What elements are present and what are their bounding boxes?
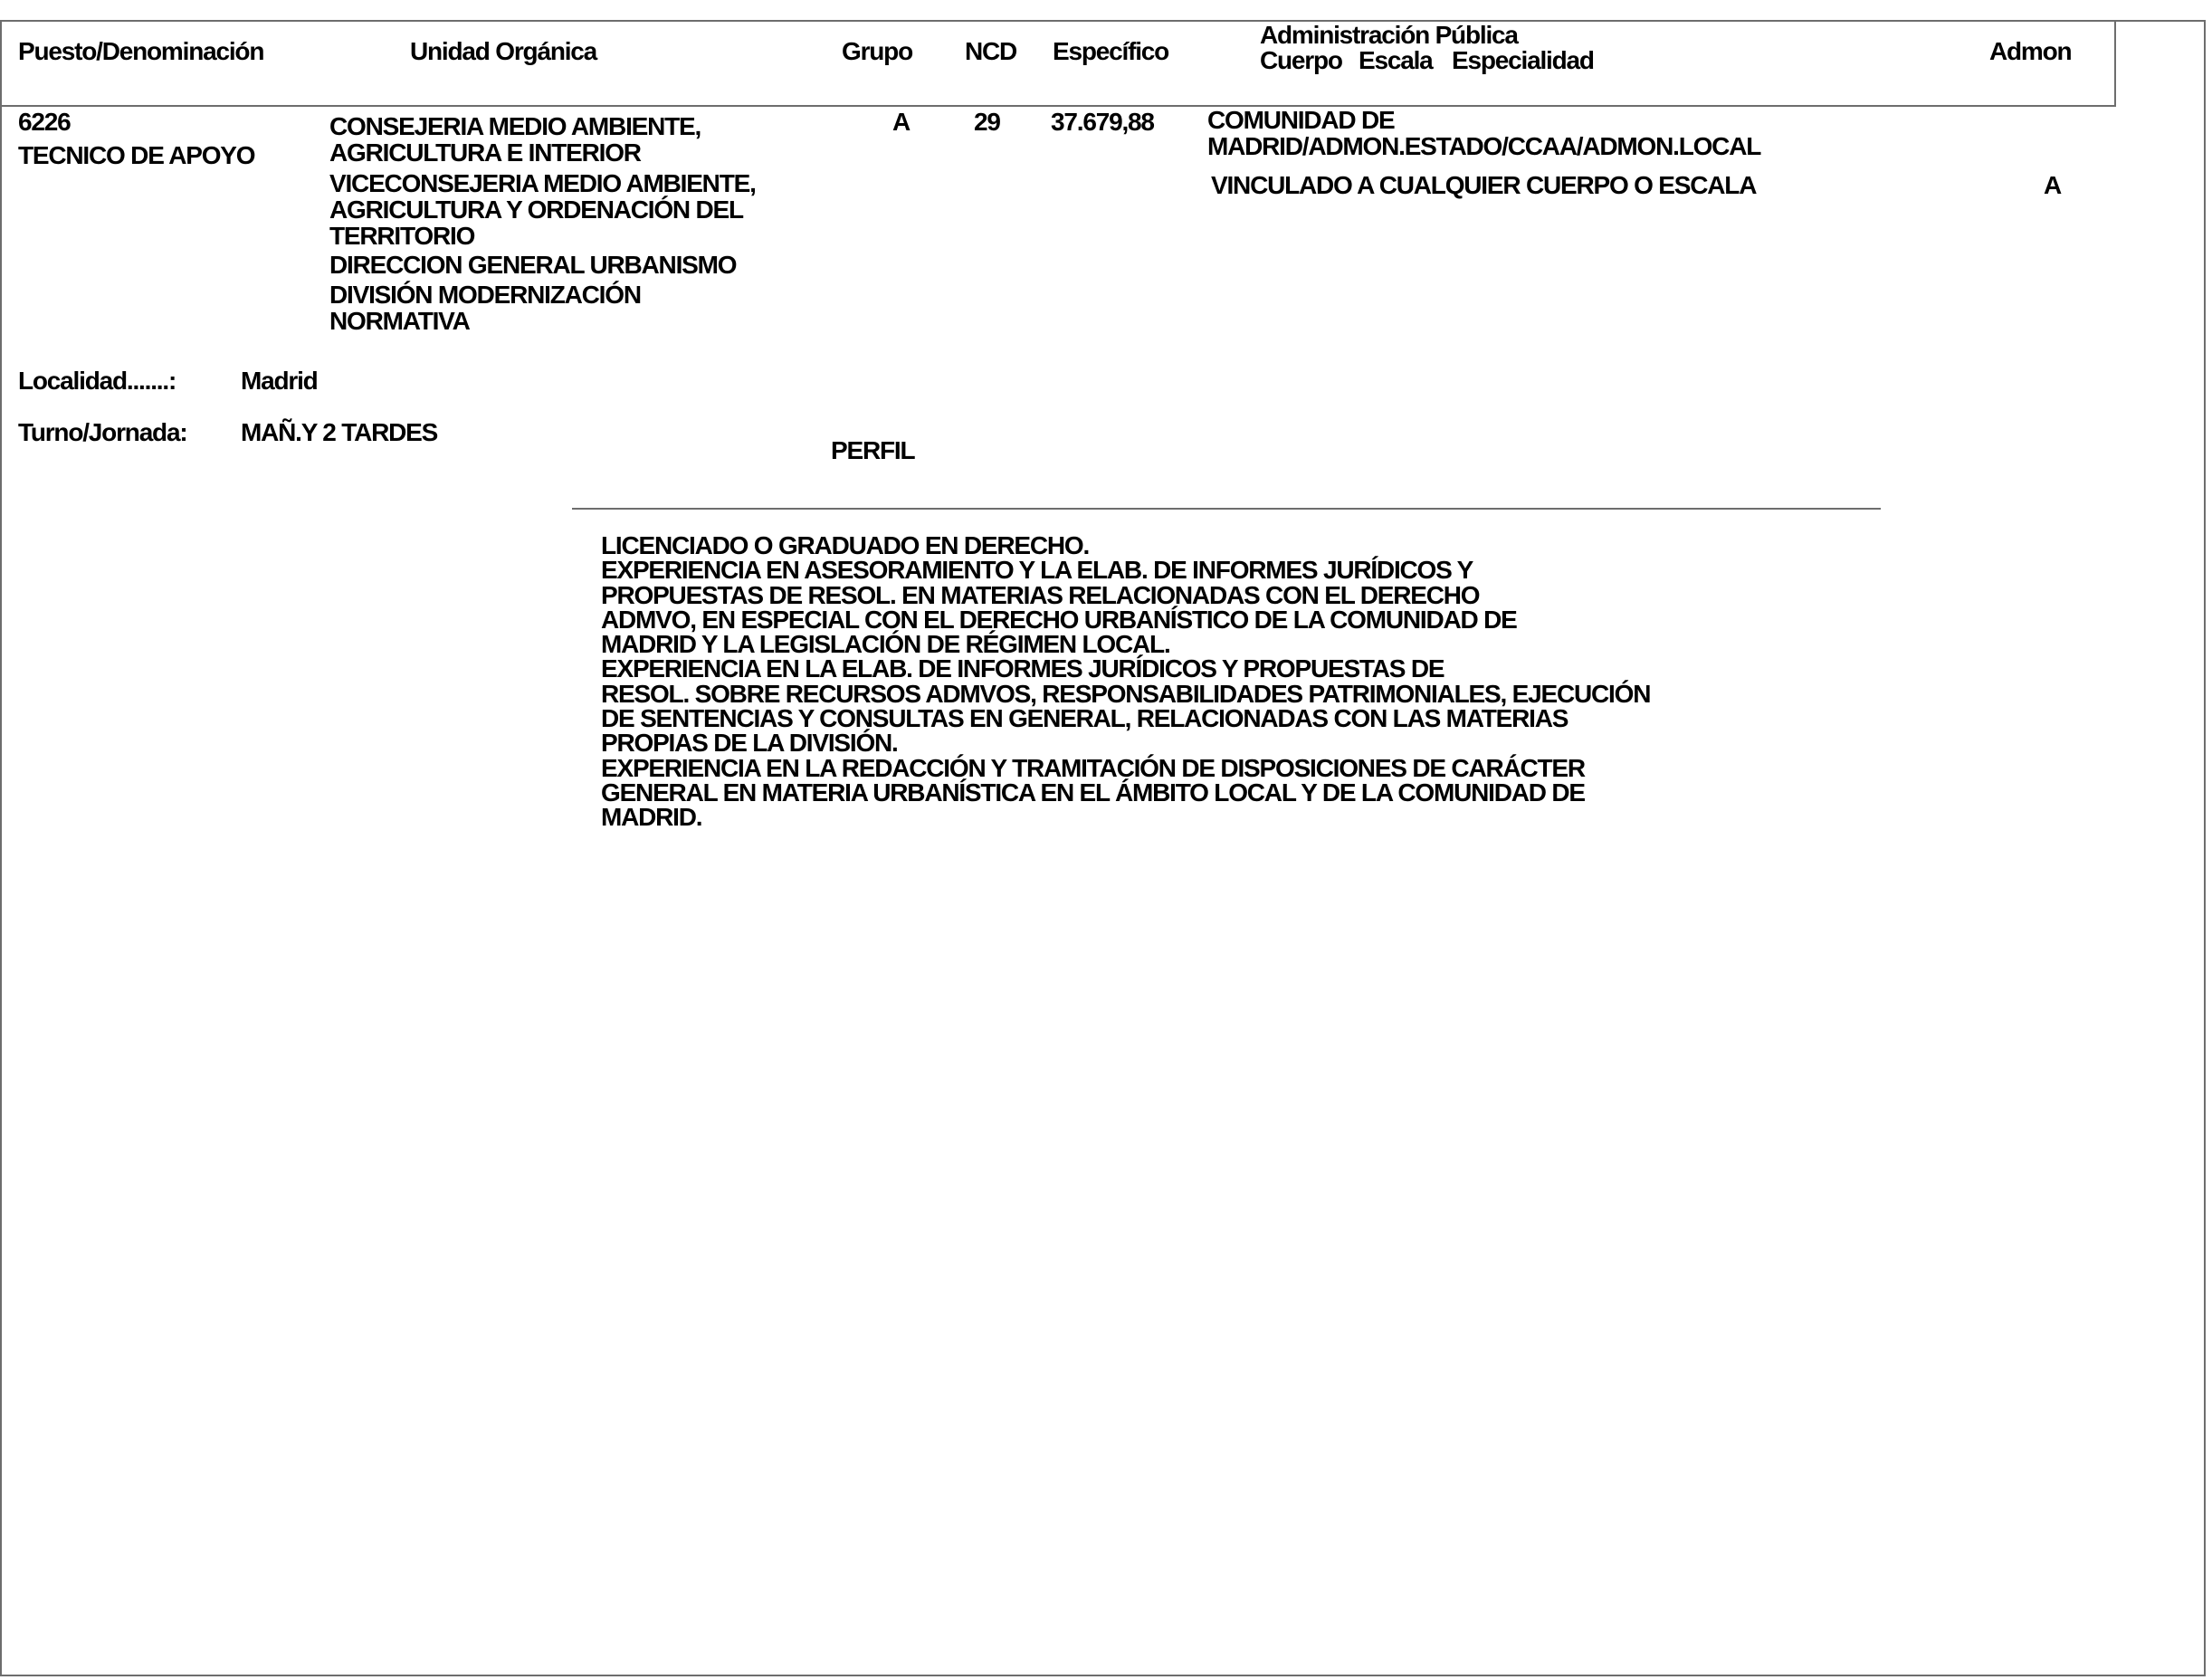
header-ncd: NCD [965, 37, 1017, 65]
turno-value: MAÑ.Y 2 TARDES [241, 418, 438, 446]
puesto-cuerpo-escala: VINCULADO A CUALQUIER CUERPO O ESCALA [1211, 171, 1757, 199]
header-escala: Escala [1359, 46, 1433, 74]
unidad-viceconsejeria [329, 170, 756, 249]
puesto-administracion [1207, 107, 1760, 159]
turno-label: Turno/Jornada: [18, 418, 187, 446]
unidad-division-line: NORMATIVA [329, 307, 470, 335]
header-especialidad: Especialidad [1452, 46, 1594, 74]
perfil-line: MADRID. [601, 803, 702, 832]
perfil-line: DE SENTENCIAS Y CONSULTAS EN GENERAL, RELACIONADAS CON LAS MATERIAS [601, 704, 1568, 733]
perfil-line: LICENCIADO O GRADUADO EN DERECHO. [601, 531, 1090, 559]
perfil-line: PROPIAS DE LA DIVISIÓN. [601, 729, 898, 758]
unidad-consejeria [329, 113, 701, 166]
perfil-line: MADRID Y LA LEGISLACIÓN DE RÉGIMEN LOCAL. [601, 630, 1170, 659]
unidad-direccion-general: DIRECCION GENERAL URBANISMO [329, 251, 737, 279]
puesto-administracion-line: MADRID/ADMON.ESTADO/CCAA/ADMON.LOCAL [1207, 132, 1761, 160]
unidad-division [329, 282, 641, 334]
puesto-grupo: A [892, 108, 911, 136]
perfil-line: PROPUESTAS DE RESOL. EN MATERIAS RELACIONADAS CON EL DERECHO [601, 580, 1480, 609]
header-cuerpo: Cuerpo [1260, 46, 1342, 74]
header-grupo: Grupo [842, 37, 912, 65]
puesto-denominacion: TECNICO DE APOYO [18, 141, 255, 169]
perfil-title: PERFIL [831, 436, 915, 464]
perfil-line: RESOL. SOBRE RECURSOS ADMVOS, RESPONSABILIDADES PATRIMONIALES, EJECUCIÓN [601, 679, 1651, 708]
puesto-administracion-line: COMUNIDAD DE [1207, 106, 1395, 134]
header-admon: Admon [1989, 37, 2072, 65]
unidad-consejeria-line: AGRICULTURA E INTERIOR [329, 138, 641, 167]
puesto-ncd: 29 [974, 108, 1000, 136]
localidad-label: Localidad.......: [18, 367, 176, 395]
perfil-line: EXPERIENCIA EN LA REDACCIÓN Y TRAMITACIÓN DE DISPOSICIONES DE CARÁCTER [601, 753, 1585, 782]
perfil-line: EXPERIENCIA EN LA ELAB. DE INFORMES JURÍDICOS Y PROPUESTAS DE [601, 654, 1444, 683]
perfil-line: EXPERIENCIA EN ASESORAMIENTO Y LA ELAB. DE INFORMES JURÍDICOS Y [601, 556, 1473, 585]
header-unidad-organica: Unidad Orgánica [410, 37, 597, 65]
unidad-division-line: DIVISIÓN MODERNIZACIÓN [329, 281, 641, 309]
unidad-viceconsejeria-line: TERRITORIO [329, 222, 475, 250]
header-puesto-denominacion: Puesto/Denominación [18, 37, 264, 65]
perfil-text [601, 533, 1650, 830]
header-especifico: Específico [1053, 37, 1169, 65]
puesto-admon: A [2044, 171, 2062, 199]
localidad-value: Madrid [241, 367, 318, 395]
puesto-especifico: 37.679,88 [1051, 108, 1154, 136]
perfil-divider [572, 508, 1881, 510]
perfil-line: ADMVO, EN ESPECIAL CON EL DERECHO URBANÍSTICO DE LA COMUNIDAD DE [601, 605, 1517, 634]
unidad-consejeria-line: CONSEJERIA MEDIO AMBIENTE, [329, 112, 701, 140]
perfil-line: GENERAL EN MATERIA URBANÍSTICA EN EL ÁMBITO LOCAL Y DE LA COMUNIDAD DE [601, 778, 1585, 807]
puesto-codigo: 6226 [18, 108, 71, 136]
unidad-viceconsejeria-line: AGRICULTURA Y ORDENACIÓN DEL [329, 196, 743, 224]
header-administracion-publica: Administración Pública [1260, 21, 1518, 49]
unidad-viceconsejeria-line: VICECONSEJERIA MEDIO AMBIENTE, [329, 169, 756, 197]
